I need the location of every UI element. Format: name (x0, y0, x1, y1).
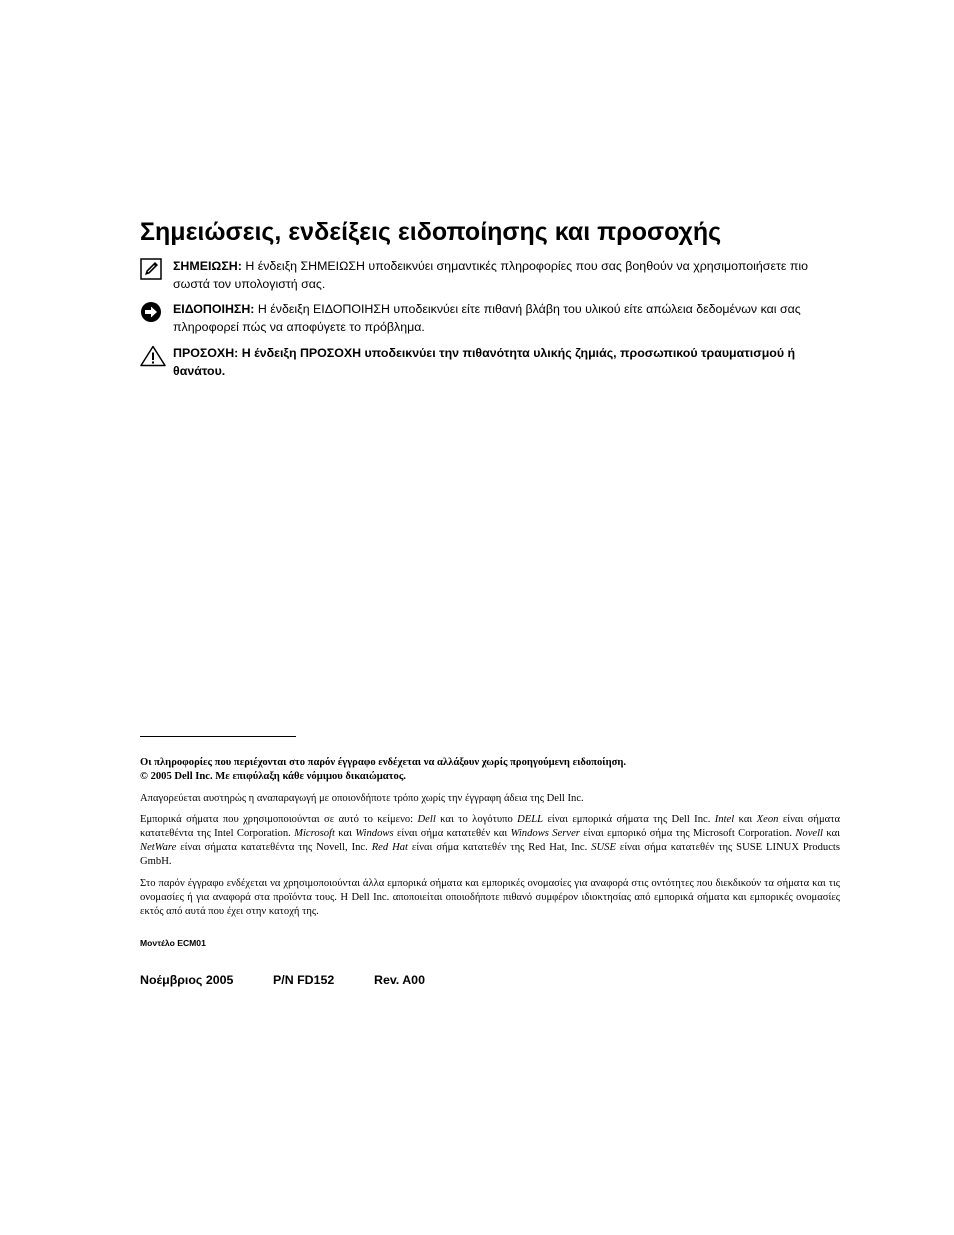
caution-text: Η ένδειξη ΠΡΟΣΟΧΗ υποδεικνύει την πιθανότητα υλικής ζημιάς, προσωπικού τραυματισμού ή θανάτου. (173, 346, 796, 378)
notice-text: Η ένδειξη ΕΙΔΟΠΟΙΗΣΗ υποδεικνύει είτε πιθανή βλάβη του υλικού είτε απώλεια δεδομένων και σας πληροφορεί πώς να αποφύγετε το πρόβλημα. (173, 302, 801, 334)
caution-label: ΠΡΟΣΟΧΗ: (173, 346, 239, 360)
trademarks-notice (140, 813, 840, 869)
note-block (140, 258, 842, 293)
note-label: ΣΗΜΕΙΩΣΗ: (173, 259, 242, 273)
footer-revision: Rev. A00 (374, 973, 425, 987)
reproduction-notice (140, 792, 840, 806)
change-notice: Οι πληροφορίες που περιέχονται στο παρόν έγγραφο ενδέχεται να αλλάξουν χωρίς προηγούμενη ειδοποίηση. (140, 757, 627, 768)
caution-block (140, 345, 842, 380)
footer-date: Νοέμβριος 2005 (140, 973, 234, 987)
other-trademarks-notice (140, 877, 840, 919)
model-number: Μοντέλο ECM01 (140, 938, 206, 948)
circle-arrow-icon (140, 301, 166, 323)
notice-block (140, 301, 842, 336)
footer-part-number: P/N FD152 (273, 973, 335, 987)
pencil-note-icon (140, 258, 166, 280)
warning-triangle-icon (140, 345, 166, 367)
other-trademarks-text: Στο παρόν έγγραφο ενδέχεται να χρησιμοποιούνται άλλα εμπορικά σήματα και εμπορικές ονομασίες για αναφορά στις οντότητες που διεκδικούν τα σήματα και τις ονομασίες ή για αναφορά στα προϊόντα τους. Η Dell Inc. αποποιείται οποιοδήποτε πιθανό συμφέρον ιδιοκτησίας από εμπορικά σήματα και εμπορικές ονομασίες εκτός από αυτά που έχει στην κατοχή της. (140, 878, 840, 917)
page-title: Σημειώσεις, ενδείξεις ειδοποίησης και προσοχής (140, 218, 722, 246)
reproduction-text: Απαγορεύεται αυστηρώς η αναπαραγωγή με οποιονδήποτε τρόπο χωρίς την έγγραφη άδεια της Dell Inc. (140, 793, 584, 804)
divider (140, 736, 296, 737)
legal-notice (140, 756, 840, 784)
trademarks-text: Εμπορικά σήματα που χρησιμοποιούνται σε αυτό το κείμενο: Dell και το λογότυπο DELL είναι εμπορικά σήματα της Dell Inc. Intel και Xeon είναι σήματα κατατεθέντα της Intel Corporation. Microsoft και Windows είναι σήμα κατατεθέν και Windows Server είναι εμπορικό σήμα της Microsoft Corporation. Novell και NetWare είναι σήματα κατατεθέντα της Novell, Inc. Red Hat είναι σήμα κατατεθέν της Red Hat, Inc. SUSE είναι σήμα κατατεθέν της SUSE LINUX Products GmbH. (140, 814, 841, 867)
copyright: © 2005 Dell Inc. Με επιφύλαξη κάθε νόμιμου δικαιώματος. (140, 771, 406, 782)
notice-label: ΕΙΔΟΠΟΙΗΣΗ: (173, 302, 255, 316)
note-text: Η ένδειξη ΣΗΜΕΙΩΣΗ υποδεικνύει σημαντικές πληροφορίες που σας βοηθούν να χρησιμοποιήσετε πιο σωστά τον υπολογιστή σας. (173, 259, 809, 291)
